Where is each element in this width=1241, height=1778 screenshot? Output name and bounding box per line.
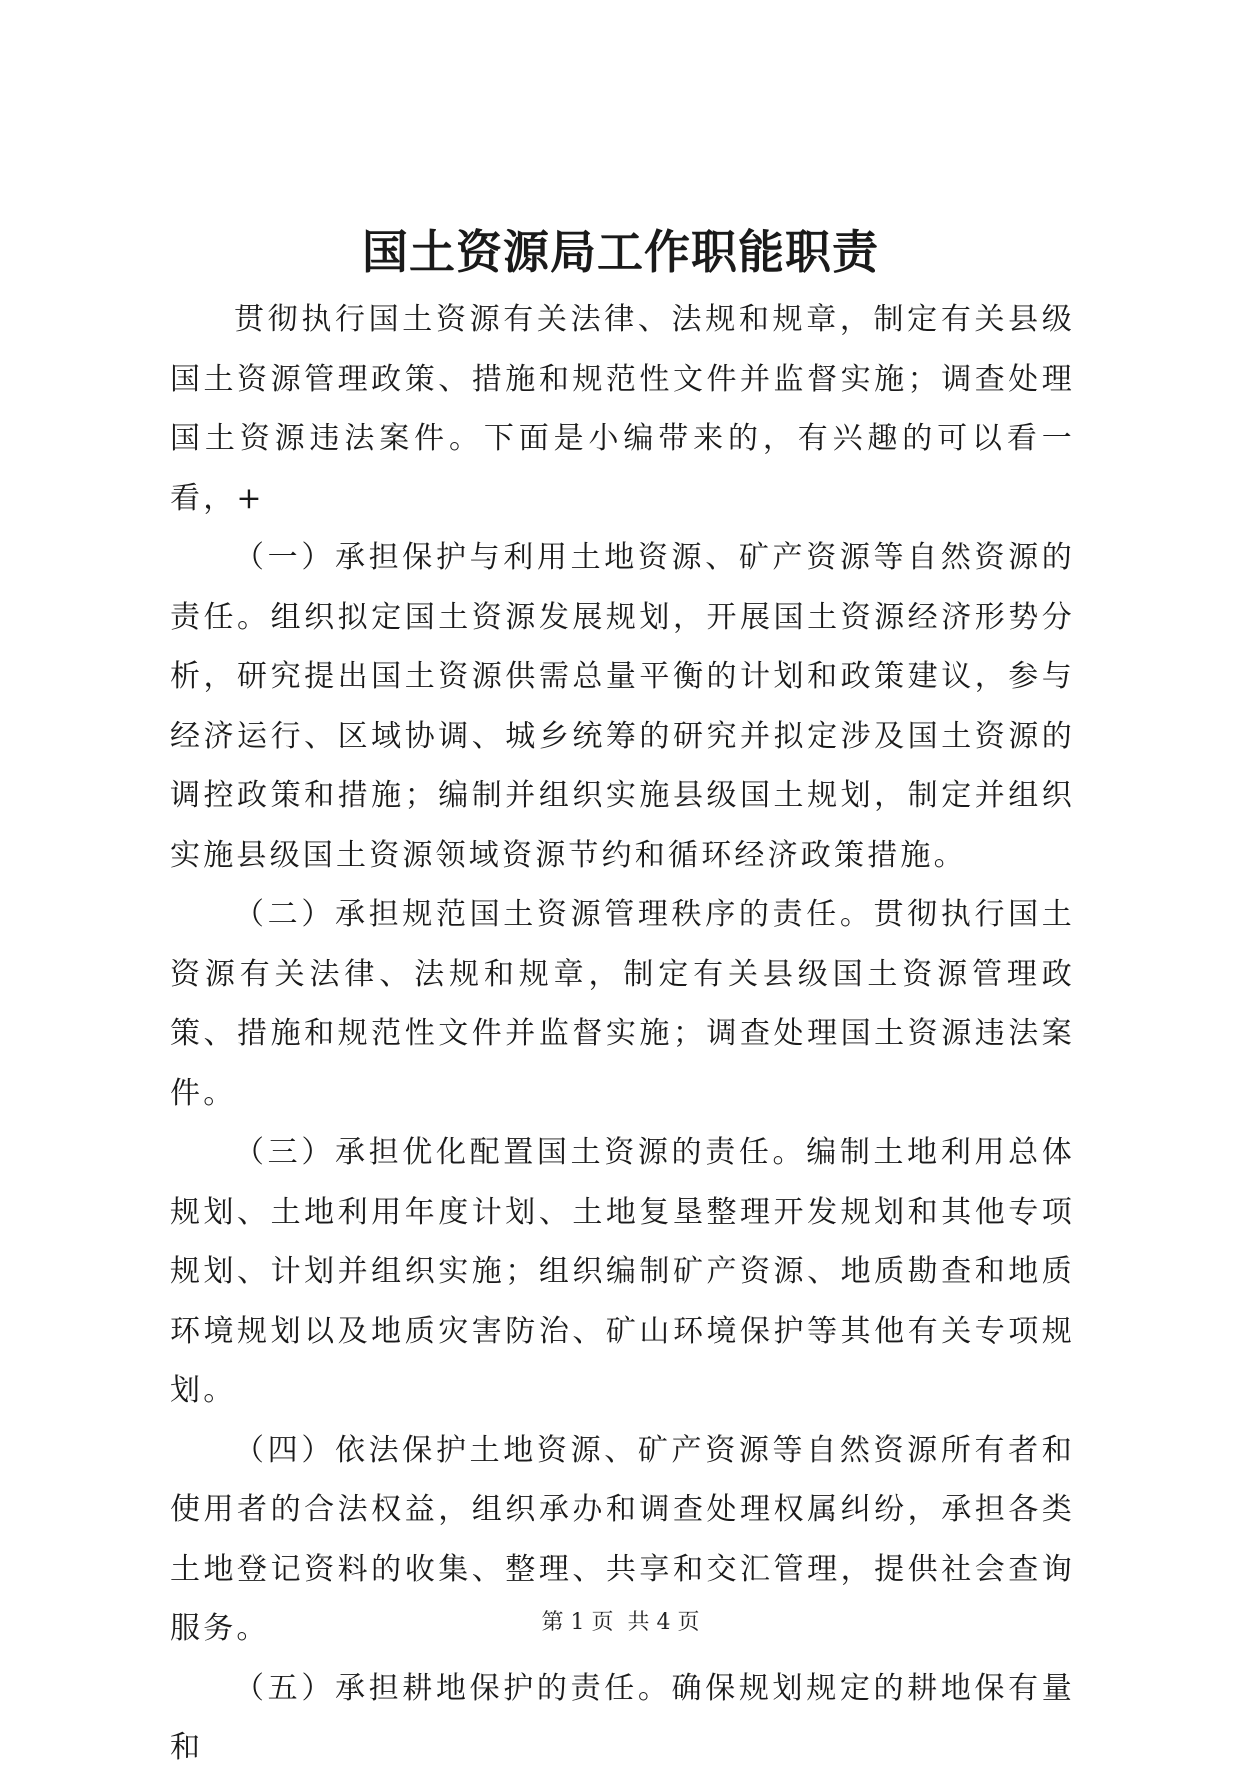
paragraph-item-5: （五）承担耕地保护的责任。确保规划规定的耕地保有量和 <box>170 1670 1075 1765</box>
page-footer <box>0 1608 1241 1638</box>
page-number-label: 第 1 页 共 4 页 <box>541 1610 700 1635</box>
paragraph-intro: 贯彻执行国土资源有关法律、法规和规章，制定有关县级国土资源管理政策、措施和规范性文件并监督实施；调查处理国土资源违法案件。下面是小编带来的，有兴趣的可以看一看，+ <box>170 302 1075 516</box>
paragraph-item-2: （二）承担规范国土资源管理秩序的责任。贯彻执行国土资源有关法律、法规和规章，制定有关县级国土资源管理政策、措施和规范性文件并监督实施；调查处理国土资源违法案件。 <box>170 897 1075 1111</box>
paragraph-item-3: （三）承担优化配置国土资源的责任。编制土地利用总体规划、土地利用年度计划、土地复垦整理开发规划和其他专项规划、计划并组织实施；组织编制矿产资源、地质勘查和地质环境规划以及地质灾害防治、矿山环境保护等其他有关专项规划。 <box>170 1135 1075 1408</box>
document-body <box>170 290 1075 1778</box>
paragraph-item-4: （四）依法保护土地资源、矿产资源等自然资源所有者和使用者的合法权益，组织承办和调查处理权属纠纷，承担各类土地登记资料的收集、整理、共享和交汇管理，提供社会查询服务。 <box>170 1432 1075 1646</box>
document-title: 国土资源局工作职能职责 <box>362 225 879 279</box>
paragraph-item-1: （一）承担保护与利用土地资源、矿产资源等自然资源的责任。组织拟定国土资源发展规划，开展国土资源经济形势分析，研究提出国土资源供需总量平衡的计划和政策建议，参与经济运行、区域协调、城乡统筹的研究并拟定涉及国土资源的调控政策和措施；编制并组织实施县级国土规划，制定并组织实施县级国土资源领域资源节约和循环经济政策措施。 <box>170 540 1075 873</box>
